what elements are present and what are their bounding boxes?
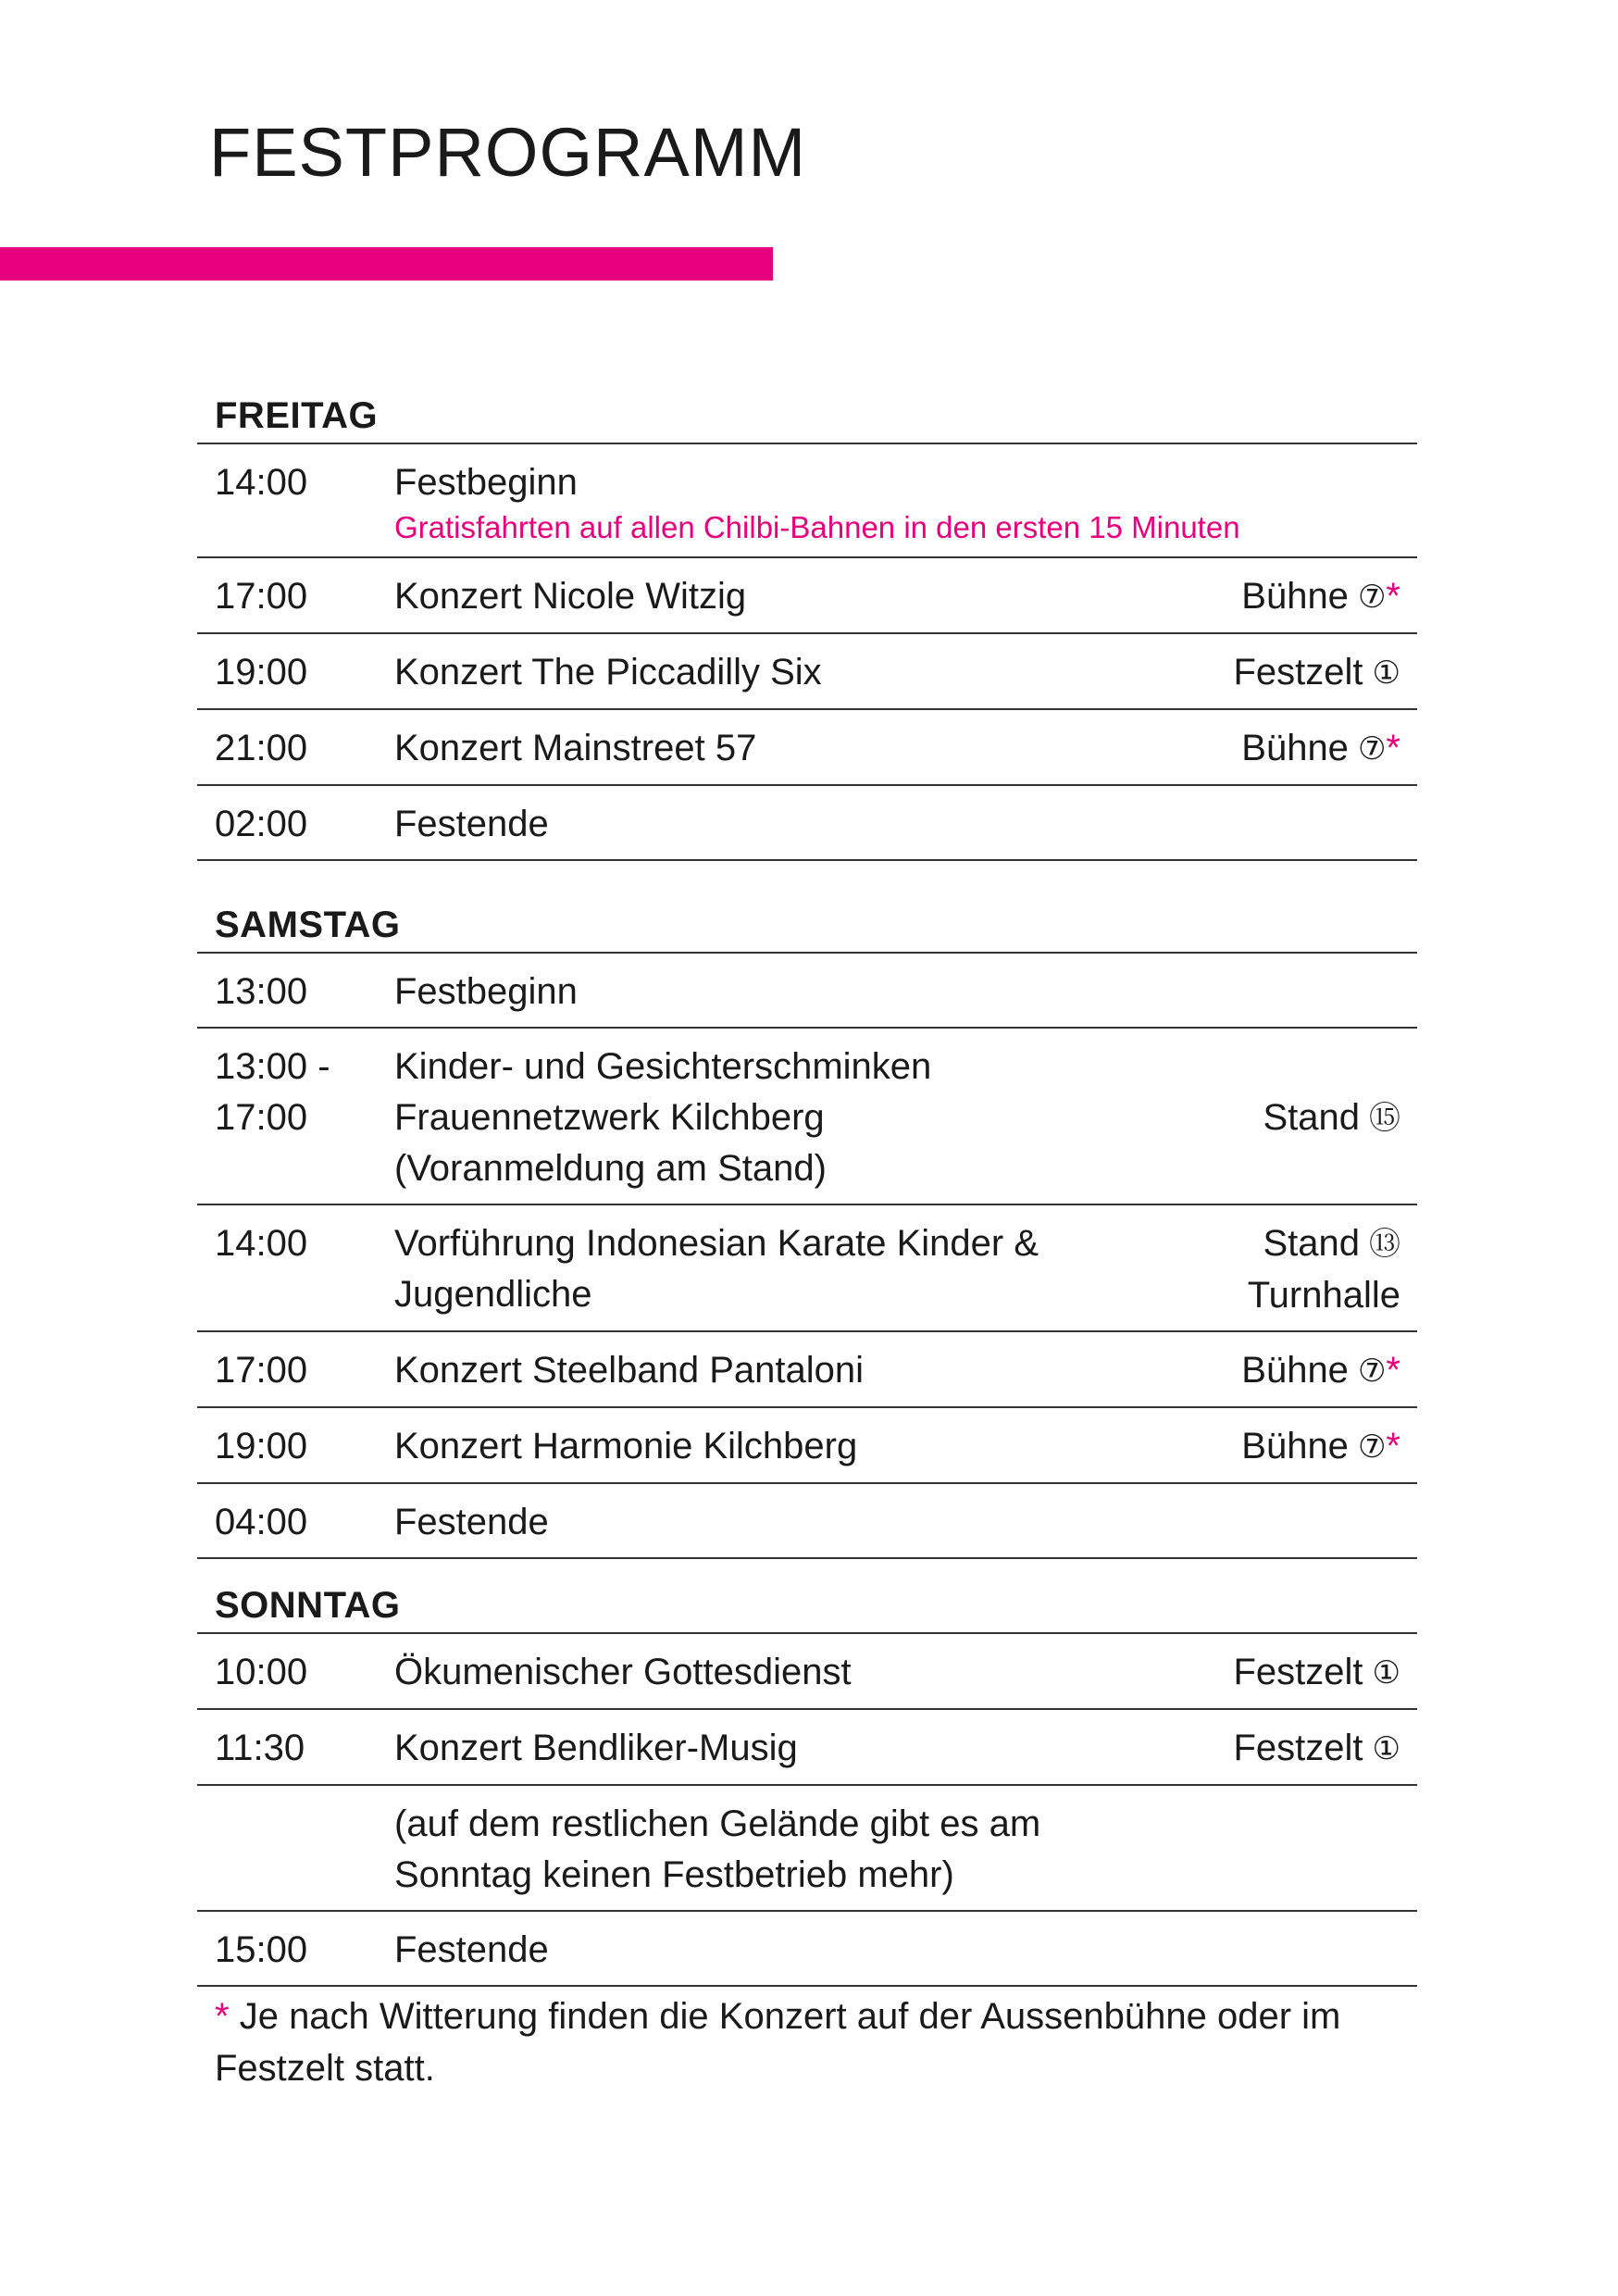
event-title: Festende xyxy=(394,1502,549,1542)
event-title: Festende xyxy=(394,1929,549,1970)
event-time: 02:00 xyxy=(215,804,308,844)
map-number-icon: ① xyxy=(1372,1655,1400,1691)
time-end: 17:00 xyxy=(215,1097,308,1138)
event-location xyxy=(1241,1345,1417,1397)
map-number-icon: ⑮ xyxy=(1369,1101,1400,1136)
event-time xyxy=(197,1799,394,1901)
event-description xyxy=(394,1799,1417,1901)
event-title: Konzert The Piccadilly Six xyxy=(394,652,822,693)
table-row xyxy=(197,708,1417,784)
location-label: Bühne xyxy=(1241,576,1349,617)
event-location xyxy=(1241,723,1417,775)
table-row xyxy=(197,1482,1417,1559)
table-row xyxy=(197,556,1417,632)
page-title: FESTPROGRAMM xyxy=(209,114,807,191)
weather-asterisk: * xyxy=(1386,1350,1400,1391)
location-label: Festzelt xyxy=(1233,652,1363,693)
table-row xyxy=(197,1708,1417,1784)
event-time xyxy=(197,1042,394,1194)
table-row xyxy=(197,1330,1417,1406)
map-number-icon: ① xyxy=(1372,655,1400,691)
location-label: Stand xyxy=(1263,1097,1360,1138)
event-location xyxy=(1241,1421,1417,1473)
day-section-samstag xyxy=(197,898,1417,1559)
table-row xyxy=(197,952,1417,1027)
event-note: Gratisfahrten auf allen Chilbi-Bahnen in den ersten 15 Minuten xyxy=(394,510,1240,544)
map-number-icon: ⑦ xyxy=(1357,1354,1387,1389)
weather-asterisk: * xyxy=(1386,1426,1400,1466)
event-description xyxy=(394,1042,1263,1194)
event-description xyxy=(394,1218,1248,1321)
table-row xyxy=(197,1784,1417,1910)
location-line xyxy=(1248,1218,1400,1270)
table-row xyxy=(197,784,1417,861)
location-label-2: Turnhalle xyxy=(1247,1275,1400,1316)
map-number-icon: ⑦ xyxy=(1357,580,1387,615)
event-title: Festbeginn xyxy=(394,462,578,503)
event-time: 15:00 xyxy=(215,1929,308,1970)
event-title: Konzert Mainstreet 57 xyxy=(394,728,757,768)
event-location xyxy=(1233,647,1417,699)
event-time: 13:00 xyxy=(215,971,308,1012)
event-title: Konzert Steelband Pantaloni xyxy=(394,1350,865,1391)
event-title: Konzert Nicole Witzig xyxy=(394,576,747,617)
event-note: (Voranmeldung am Stand) xyxy=(394,1148,827,1189)
event-time: 11:30 xyxy=(215,1728,305,1768)
location-label: Bühne xyxy=(1241,1426,1349,1466)
table-row xyxy=(197,1632,1417,1708)
event-title: Konzert Bendliker-Musig xyxy=(394,1728,798,1768)
event-title: Ökumenischer Gottesdienst xyxy=(394,1652,852,1692)
event-organizer: Frauennetzwerk Kilchberg xyxy=(394,1097,825,1138)
event-title: Vorführung Indonesian Karate Kinder & xyxy=(394,1223,1039,1264)
event-time: 21:00 xyxy=(215,728,308,768)
table-row xyxy=(197,632,1417,708)
event-time: 19:00 xyxy=(215,1426,308,1466)
event-time: 10:00 xyxy=(215,1652,308,1692)
event-title: Konzert Harmonie Kilchberg xyxy=(394,1426,858,1466)
event-time: 14:00 xyxy=(215,1223,308,1264)
location-label: Bühne xyxy=(1241,728,1349,768)
map-number-icon: ⑬ xyxy=(1369,1227,1400,1262)
event-title: Festbeginn xyxy=(394,971,578,1012)
footnote-asterisk: * xyxy=(215,1996,230,2037)
day-title: SONNTAG xyxy=(215,1585,401,1626)
footnote xyxy=(215,1990,1418,2094)
location-label: Bühne xyxy=(1241,1350,1349,1391)
event-location xyxy=(1263,1042,1417,1194)
day-title: FREITAG xyxy=(215,395,379,436)
map-number-icon: ① xyxy=(1372,1731,1400,1766)
table-row xyxy=(197,1204,1417,1330)
map-number-icon: ⑦ xyxy=(1357,731,1387,767)
day-section-sonntag xyxy=(197,1578,1417,1987)
event-time: 19:00 xyxy=(215,652,308,693)
footnote-text: Je nach Witterung finden die Konzert auf der Aussenbühne oder im Festzelt statt. xyxy=(215,1996,1341,2089)
event-location xyxy=(1248,1218,1417,1321)
table-row xyxy=(197,1910,1417,1987)
location-label: Festzelt xyxy=(1233,1652,1363,1692)
table-row xyxy=(197,1027,1417,1204)
day-title: SAMSTAG xyxy=(215,905,401,945)
event-location xyxy=(1233,1647,1417,1699)
event-time: 14:00 xyxy=(215,462,308,503)
event-time: 17:00 xyxy=(215,576,308,617)
location-label: Festzelt xyxy=(1233,1728,1363,1768)
weather-asterisk: * xyxy=(1386,576,1400,617)
event-location xyxy=(1241,571,1417,623)
event-title: Kinder- und Gesichterschminken xyxy=(394,1046,932,1087)
accent-bar xyxy=(0,247,773,281)
event-note-cont: Sonntag keinen Festbetrieb mehr) xyxy=(394,1854,954,1895)
event-title-cont: Jugendliche xyxy=(394,1274,592,1315)
location-label: Stand xyxy=(1263,1223,1360,1264)
table-row xyxy=(197,443,1417,556)
event-location xyxy=(1233,1723,1417,1775)
event-time: 17:00 xyxy=(215,1350,308,1391)
table-row xyxy=(197,1406,1417,1482)
event-title: Festende xyxy=(394,804,549,844)
event-time: 04:00 xyxy=(215,1502,308,1542)
weather-asterisk: * xyxy=(1386,728,1400,768)
event-note: (auf dem restlichen Gelände gibt es am xyxy=(394,1803,1041,1844)
map-number-icon: ⑦ xyxy=(1357,1429,1387,1465)
event-description xyxy=(394,457,1417,547)
time-start: 13:00 - xyxy=(215,1046,330,1087)
day-section-freitag xyxy=(197,389,1417,861)
